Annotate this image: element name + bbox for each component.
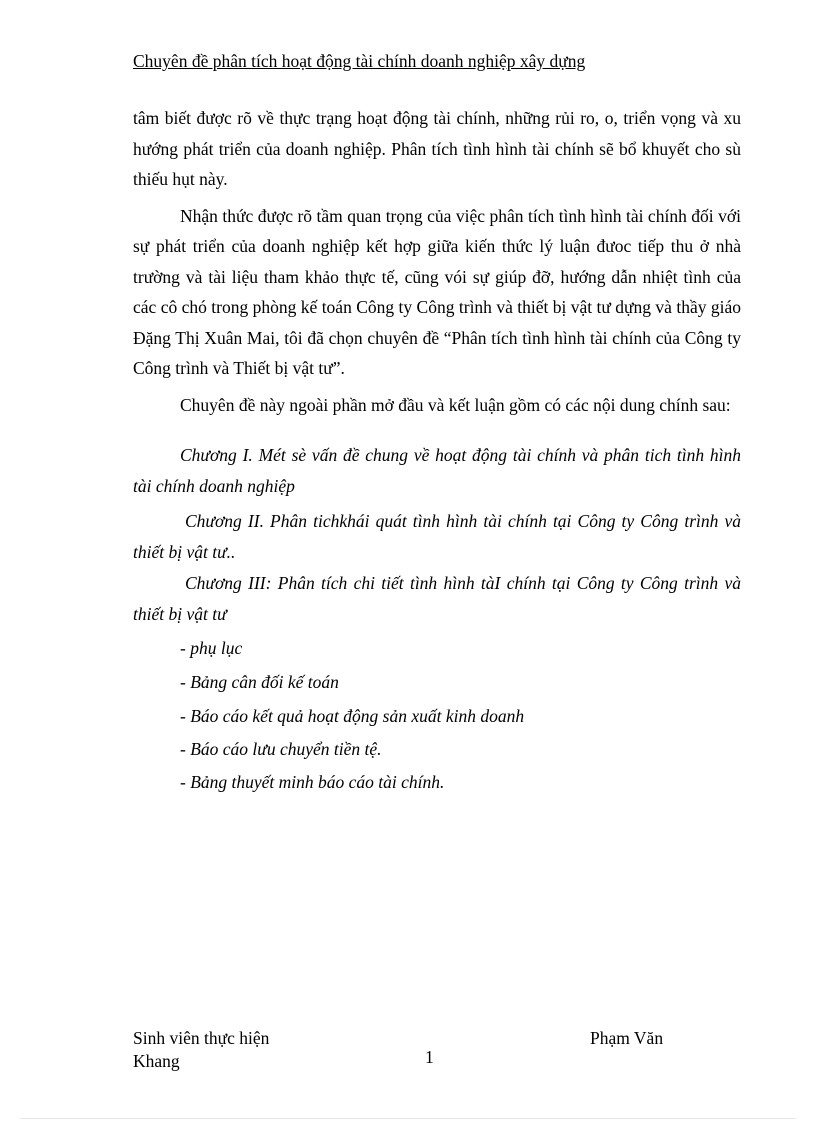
appendix-item: - phụ lục: [180, 638, 243, 658]
appendix-item: - Bảng cân đối kế toán: [180, 672, 339, 692]
paragraph: Nhận thức được rõ tầm quan trọng của việc phân tích tình hình tài chính đối với sự phát triển của doanh nghiệp kết hợp giữa kiến thức lý luận đưoc tiếp thu ở nhà trường và tài liệu tham khảo thực tế, cũng vói sự giúp đỡ, hướng dẫn nhiệt tình của các cô chó trong phòng kế toán Công ty Công trình và thiết bị vật tư dựng và thầy giáo Đặng Thị Xuân Mai, tôi đã chọn chuyên đề “Phân tích tình hình tài chính của Công ty Công trình và Thiết bị vật tư”.: [133, 205, 741, 378]
chapter-item: Chương III: Phân tích chi tiết tình hình tàI chính tại Công ty Công trình và thiết bị vật tư: [133, 573, 741, 624]
chapter-item: Chương I. Mét sè vấn đề chung về hoạt động tài chính và phân tich tình hình tài chính doanh nghiệp: [133, 445, 741, 496]
footer-author-name-cont: Khang: [133, 1051, 180, 1071]
appendix-item: - Báo cáo kết quả hoạt động sản xuất kinh doanh: [180, 706, 525, 726]
document-header: Chuyên đề phân tích hoạt động tài chính doanh nghiệp xây dựng: [133, 51, 586, 71]
footer-author-name: Phạm Văn: [590, 1028, 664, 1048]
page-bottom-rule: [20, 1118, 796, 1119]
appendix-item: - Bảng thuyết minh báo cáo tài chính.: [180, 772, 445, 792]
body-text: [133, 103, 741, 420]
chapter-item: Chương II. Phân tichkhái quát tình hình tài chính tại Công ty Công trình và thiết bị vật tư..: [133, 511, 741, 562]
paragraph: tâm biết được rõ về thực trạng hoạt động tài chính, những rủi ro, o, triển vọng và xu hướng phát triển của doanh nghiệp. Phân tích tình hình tài chính sẽ bổ khuyết cho sù thiếu hụt này.: [133, 108, 741, 189]
appendix-item: - Báo cáo lưu chuyển tiền tệ.: [180, 739, 382, 759]
page-number: 1: [425, 1047, 434, 1067]
paragraph: Chuyên đề này ngoài phần mở đầu và kết luận gồm có các nội dung chính sau:: [180, 394, 731, 415]
footer-author-label: Sinh viên thực hiện: [133, 1028, 270, 1048]
